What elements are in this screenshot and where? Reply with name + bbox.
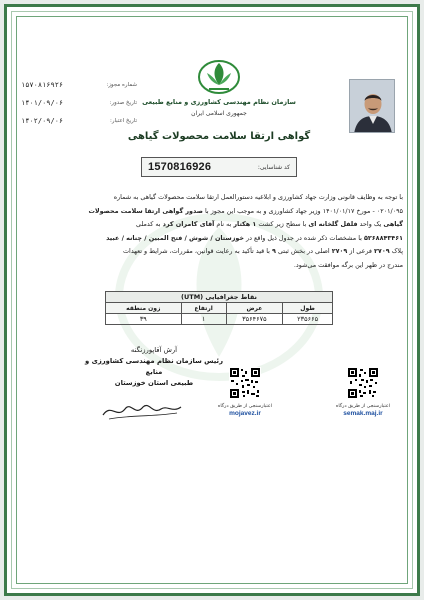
body-line-5: پلاک ۲۷۰۹ فرعی از ۲۷۰۹ اصلی در بخش ثبتی ۹ با قید تأکید به رعایت قوانین، مقررات، شرایط و تعهدات xyxy=(123,247,403,256)
mojavez-link[interactable]: mojavez.ir xyxy=(229,410,261,417)
organization-logo-icon xyxy=(195,55,243,95)
qr-code-semak-icon xyxy=(347,367,379,399)
issue-date-row xyxy=(21,99,137,107)
serial-row xyxy=(21,81,137,89)
qr-code-mojavez-icon xyxy=(229,367,261,399)
certificate-meta xyxy=(21,81,137,135)
body-line-4: ۵۲۶۸۸۴۳۴۶۱ با مشخصات ذکر شده در جدول ذیل واقع در خوزستان / شوش / فتح المبین / چنانه / عبید xyxy=(106,233,403,242)
organization-header xyxy=(137,97,301,119)
utm-header-zone: زون منطقه xyxy=(106,303,182,314)
organization-name: سازمان نظام مهندسی کشاورزی و منابع طبیعی xyxy=(142,98,296,106)
certificate-body xyxy=(31,191,403,273)
utm-header-elevation: ارتفاع xyxy=(181,303,226,314)
holder-photo xyxy=(349,79,395,133)
signer-role-line-1: رئیس سازمان نظام مهندسی کشاورزی و منابع xyxy=(85,357,223,376)
body-line-6: مندرج در ظهر این برگه موافقت می‌شود. xyxy=(293,260,403,269)
utm-northing-value: ۳۵۶۴۶۷۵ xyxy=(226,314,283,325)
signer-block xyxy=(79,345,229,389)
utm-header-easting: طول xyxy=(283,303,333,314)
signature-icon xyxy=(99,395,185,423)
certificate-title: گواهی ارتقا سلامت محصولات گیاهی xyxy=(127,131,311,142)
utm-elevation-value: ۱ xyxy=(181,314,226,325)
organization-country: جمهوری اسلامی ایران xyxy=(191,110,247,117)
serial-label: شماره مجوز: xyxy=(106,82,137,88)
expiry-date-row xyxy=(21,117,137,125)
semak-link[interactable]: semak.maj.ir xyxy=(343,410,383,417)
utm-header-northing: عرض xyxy=(226,303,283,314)
qr-mojavez-caption: اعتبارسنجی از طریق درگاه xyxy=(217,404,273,409)
signer-role-line-2: طبیعی استان خوزستان xyxy=(114,379,194,387)
qr-semak-caption-block xyxy=(323,403,403,417)
body-line-3: گیاهی یک واحد فلفل گلخانه ای با سطح زیر کشت ۱ هکتار به نام آقای کامران کرد به کدملی xyxy=(136,220,403,229)
body-line-2: ۰۲۰۱/۰۹۵ - مورخ ۱۴۰۱/۰۱/۱۷ وزیر جهاد کشاورزی و به موجب این مجوز با صدور گواهی ارتقا سلامت محصولات xyxy=(88,206,403,215)
body-line-1: با توجه به وظایف قانونی وزارت جهاد کشاورزی و ابلاغیه دستورالعمل ارتقا سلامت محصولات گیاهی به شماره xyxy=(113,193,403,201)
qr-semak-caption: اعتبارسنجی از طریق درگاه xyxy=(335,404,391,409)
signer-name: آرش آقاپورزنگنه xyxy=(130,346,178,354)
identification-code-label: کد شناسایی: xyxy=(257,163,290,171)
utm-header-row xyxy=(106,303,333,314)
serial-value: ۱۵۷۰۸۱۶۹۲۶ xyxy=(21,81,64,89)
utm-coordinates-table xyxy=(105,291,333,325)
certificate-page xyxy=(4,4,420,596)
issue-date-label: تاریخ صدور: xyxy=(109,100,137,106)
identification-code-value: 1570816926 xyxy=(148,161,212,173)
expiry-date-label: تاریخ اعتبار: xyxy=(109,118,137,124)
person-photo-icon xyxy=(350,80,395,133)
expiry-date-value: ۱۴۰۲/۰۹/۰۶ xyxy=(21,117,64,125)
utm-caption: نقاط جغرافیایی (UTM) xyxy=(106,292,333,303)
issue-date-value: ۱۴۰۱/۰۹/۰۶ xyxy=(21,99,64,107)
qr-mojavez-caption-block xyxy=(205,403,285,417)
utm-caption-row xyxy=(106,292,333,303)
utm-easting-value: ۲۳۵۶۶۵ xyxy=(283,314,333,325)
utm-zone-value: ۳۹ xyxy=(106,314,182,325)
identification-code-box xyxy=(141,157,297,177)
table-row xyxy=(106,314,333,325)
